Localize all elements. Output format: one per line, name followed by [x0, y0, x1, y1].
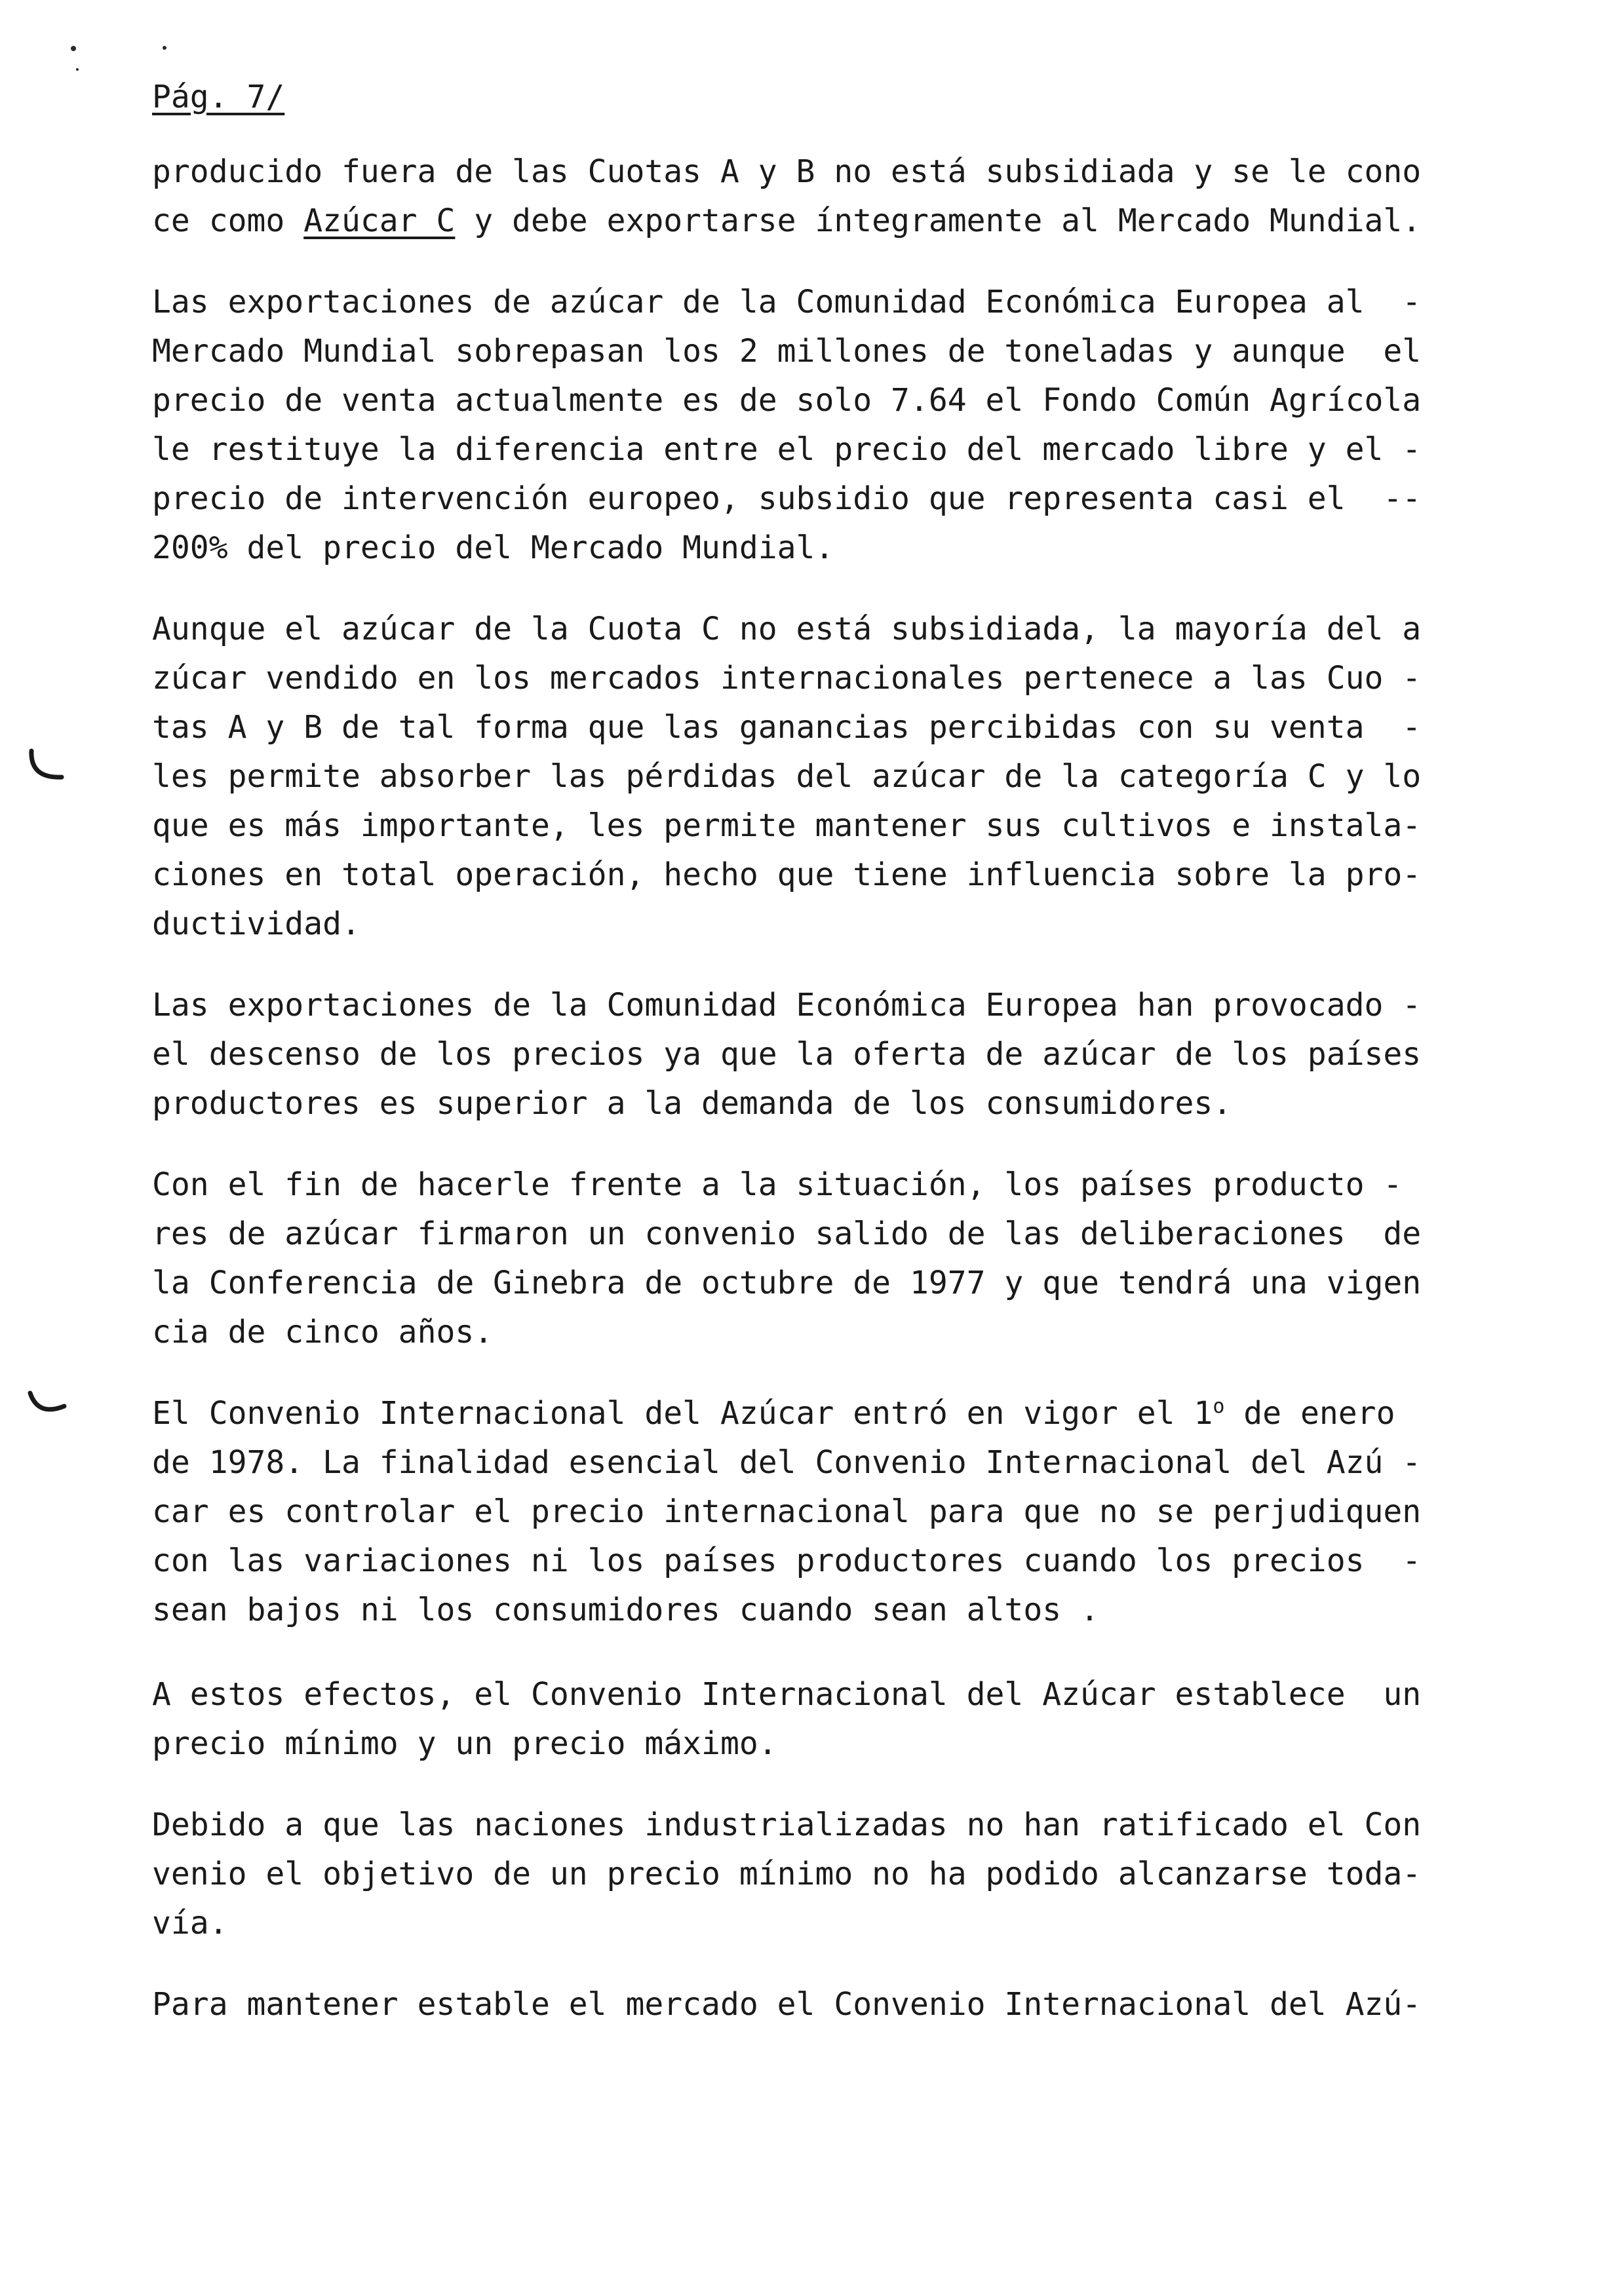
- text-line: Las exportaciones de la Comunidad Económica Europea han provocado -: [152, 987, 1422, 1024]
- text-line: la Conferencia de Ginebra de octubre de 1977 y que tendrá una vigen: [152, 1265, 1422, 1301]
- text-line: con las variaciones ni los países productores cuando los precios -: [152, 1542, 1422, 1579]
- superscript: o: [1213, 1395, 1225, 1418]
- text-line: 200% del precio del Mercado Mundial.: [152, 529, 834, 566]
- text-line: A estos efectos, el Convenio Internacional del Azúcar establece un: [152, 1676, 1422, 1713]
- text-line: [152, 1394, 1502, 1433]
- text-fragment: El Convenio Internacional del Azúcar entró en vigor el 1: [152, 1395, 1213, 1432]
- text-line: que es más importante, les permite mantener sus cultivos e instala-: [152, 807, 1422, 844]
- text-line: de 1978. La finalidad esencial del Convenio Internacional del Azú -: [152, 1444, 1422, 1481]
- underlined-term: Azúcar C: [303, 202, 456, 239]
- text-line: zúcar vendido en los mercados internacionales pertenece a las Cuo -: [152, 660, 1422, 697]
- text-line: [152, 201, 1502, 240]
- text-line: Para mantener estable el mercado el Convenio Internacional del Azú-: [152, 1986, 1422, 2023]
- text-line: ciones en total operación, hecho que tiene influencia sobre la pro-: [152, 856, 1422, 893]
- text-line: res de azúcar firmaron un convenio salido de las deliberaciones de: [152, 1215, 1422, 1252]
- scan-speck: [76, 68, 79, 71]
- text-line: les permite absorber las pérdidas del azúcar de la categoría C y lo: [152, 758, 1422, 795]
- text-line: Con el fin de hacerle frente a la situación, los países producto -: [152, 1166, 1403, 1203]
- text-line: ductividad.: [152, 906, 360, 942]
- text-line: productores es superior a la demanda de los consumidores.: [152, 1085, 1232, 1122]
- text-line: tas A y B de tal forma que las ganancias percibidas con su venta -: [152, 709, 1422, 746]
- scan-speck: [71, 46, 76, 51]
- text-line: producido fuera de las Cuotas A y B no está subsidiada y se le cono: [152, 153, 1422, 190]
- text-fragment: ce como: [152, 202, 304, 239]
- binder-hole-mark: [24, 1387, 69, 1426]
- scan-speck: [163, 46, 166, 50]
- text-line: venio el objetivo de un precio mínimo no ha podido alcanzarse toda-: [152, 1856, 1422, 1892]
- text-line: precio mínimo y un precio máximo.: [152, 1725, 777, 1762]
- text-line: le restituye la diferencia entre el precio del mercado libre y el -: [152, 431, 1422, 468]
- text-line: sean bajos ni los consumidores cuando sean altos .: [152, 1592, 1099, 1628]
- text-fragment: y debe exportarse íntegramente al Mercado Mundial.: [455, 202, 1422, 239]
- text-line: cia de cinco años.: [152, 1314, 494, 1350]
- text-line: Debido a que las naciones industrializadas no han ratificado el Con: [152, 1807, 1422, 1843]
- text-line: car es controlar el precio internacional para que no se perjudiquen: [152, 1493, 1422, 1530]
- text-line: Mercado Mundial sobrepasan los 2 millones de toneladas y aunque el: [152, 333, 1422, 370]
- text-line: el descenso de los precios ya que la oferta de azúcar de los países: [152, 1036, 1422, 1073]
- text-line: Las exportaciones de azúcar de la Comunidad Económica Europea al -: [152, 284, 1422, 320]
- binder-hole-mark: [24, 747, 69, 786]
- text-line: precio de intervención europeo, subsidio que representa casi el --: [152, 480, 1422, 517]
- text-fragment: de enero: [1224, 1395, 1395, 1432]
- page-number: Pág. 7/: [152, 79, 285, 115]
- text-line: vía.: [152, 1905, 228, 1942]
- text-line: precio de venta actualmente es de solo 7.64 el Fondo Común Agrícola: [152, 382, 1422, 419]
- text-line: Aunque el azúcar de la Cuota C no está subsidiada, la mayoría del a: [152, 611, 1422, 647]
